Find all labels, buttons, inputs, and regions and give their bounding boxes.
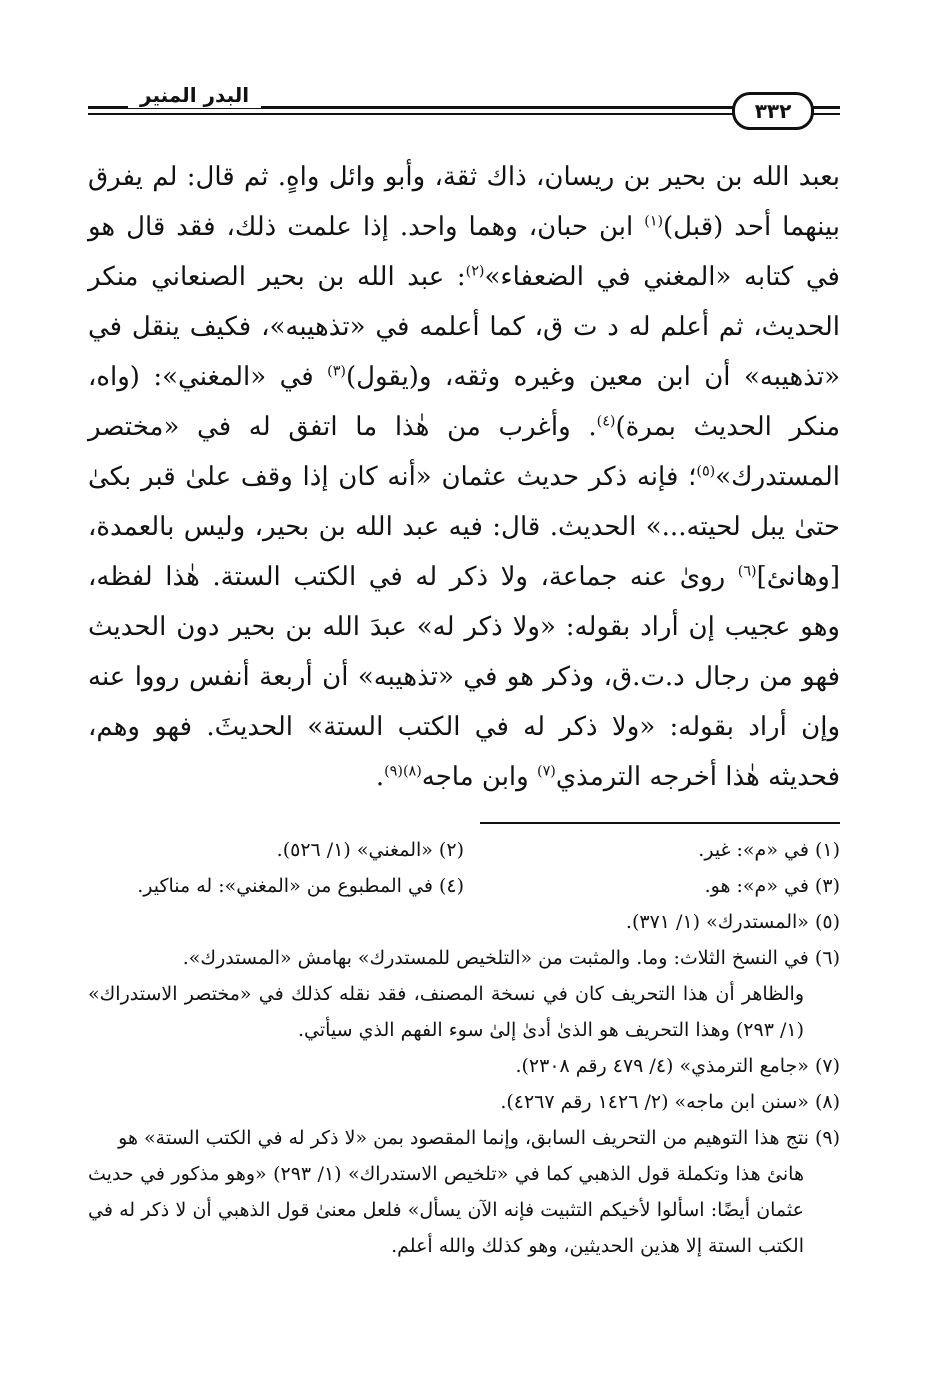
footnote-7: (٧) «جامع الترمذي» (٤/ ٤٧٩ رقم ٢٣٠٨). — [515, 1055, 840, 1077]
footnote-ref-7: (٧) — [536, 763, 556, 780]
footnote-separator — [480, 822, 840, 824]
text-segment: وابن ماجه — [421, 762, 537, 792]
footnote-row — [88, 832, 840, 868]
page-number: ٣٣٢ — [732, 92, 814, 130]
footnote-9-first-line: (٩) نتج هذا التوهيم من التحريف السابق، وإنما المقصود بمن «لا ذكر له في الكتب الستة» هو — [118, 1127, 840, 1149]
text-segment: . — [375, 762, 385, 792]
text-segment: ابن حبان، وهما واحد. إذا علمت ذلك، فقد قال هو في كتابه «المغني في الضعفاء» — [88, 212, 840, 292]
footnote-5: (٥) «المستدرك» (١/ ٣٧١). — [625, 911, 840, 933]
footnote-ref-5: (٥) — [696, 463, 716, 480]
page-header — [88, 82, 840, 132]
text-segment: : عبد الله بن بحير الصنعاني منكر الحديث، ثم أعلم له د ت ق، كما أعلمه في «تذهيبه»، فكيف ينقل في «تذهيبه» أن ابن معين وغيره وثقه، و(يقول) — [88, 262, 840, 392]
footnote-ref-3: (٣) — [327, 363, 346, 380]
text-segment: . وأغرب من هٰذا ما اتفق له في «مختصر المستدرك» — [88, 412, 840, 492]
footnote-6-first-line: (٦) في النسخ الثلاث: وما. والمثبت من «التلخيص للمستدرك» بهامش «المستدرك». — [182, 947, 840, 969]
footnote-ref-4: (٤) — [596, 413, 616, 430]
text-segment: في «المغني»: (واه، منكر الحديث بمرة) — [88, 362, 840, 442]
footnote-ref-8: (٨) — [402, 763, 422, 780]
footnote-ref-9: (٩) — [384, 763, 403, 780]
footnote-9 — [88, 1120, 840, 1264]
main-text — [88, 152, 840, 802]
footnote-ref-2: (٢) — [465, 263, 485, 280]
body-paragraph — [88, 152, 840, 802]
header-rule-thin — [88, 113, 840, 115]
footnote-8: (٨) «سنن ابن ماجه» (٢/ ١٤٢٦ رقم ٤٢٦٧). — [500, 1091, 840, 1113]
footnote-6 — [88, 940, 840, 1048]
footnote-ref-6: (٦) — [737, 563, 757, 580]
running-title: البدر المنير — [128, 82, 261, 108]
footnote-1: (١) في «م»: غير. — [698, 839, 840, 861]
footnotes — [88, 832, 840, 1264]
footnote-row — [88, 868, 840, 904]
footnote-ref-1: (١) — [644, 213, 664, 230]
text-segment: بعبد الله بن بحير بن ريسان، ذاك ثقة، وأبو وائل واهٍ. ثم قال: لم يفرق بينهما أحد (قبل) — [88, 162, 840, 242]
footnote-6-continuation: والظاهر أن هذا التحريف كان في نسخة المصنف، فقد نقله كذلك في «مختصر الاستدراك» (١/ ٢٩٣) وهذا التحريف هو الذىٰ أدىٰ إلىٰ سوء الفهم الذي سيأتي. — [88, 983, 804, 1041]
footnote-3: (٣) في «م»: هو. — [704, 875, 840, 897]
footnote-4: (٤) في المطبوع من «المغني»: له مناكير. — [137, 875, 464, 897]
footnote-9-continuation: هانئ هذا وتكملة قول الذهبي كما في «تلخيص الاستدراك» (١/ ٢٩٣) «وهو مذكور في حديث عثمان أيضًا: اسألوا لأخيكم التثبيت فإنه الآن يسأل» فلعل معنىٰ قول الذهبي أن لا ذكر له في الكتب الستة إلا هذين الحديثين، وهو كذلك والله أعلم. — [88, 1163, 804, 1257]
footnote-2: (٢) «المغني» (١/ ٥٢٦). — [276, 839, 464, 861]
text-segment: روىٰ عنه جماعة، ولا ذكر له في الكتب الستة. هٰذا لفظه، وهو عجيب إن أراد بقوله: «ولا ذكر له» عبدَ الله بن بحير دون الحديث فهو من رجال د.ت.ق، وذكر هو في «تذهيبه» أن أربعة أنفس رووا عنه وإن أراد بقوله: «ولا ذكر له في الكتب الستة» الحديثَ. فهو وهم، فحديثه هٰذا أخرجه الترمذي — [88, 562, 840, 792]
text-segment: ؛ فإنه ذكر حديث عثمان «أنه كان إذا وقف علىٰ قبر بكىٰ حتىٰ يبل لحيته...» الحديث. قال: فيه عبد الله بن بحير، وليس بالعمدة، [وهانئ] — [88, 462, 840, 592]
